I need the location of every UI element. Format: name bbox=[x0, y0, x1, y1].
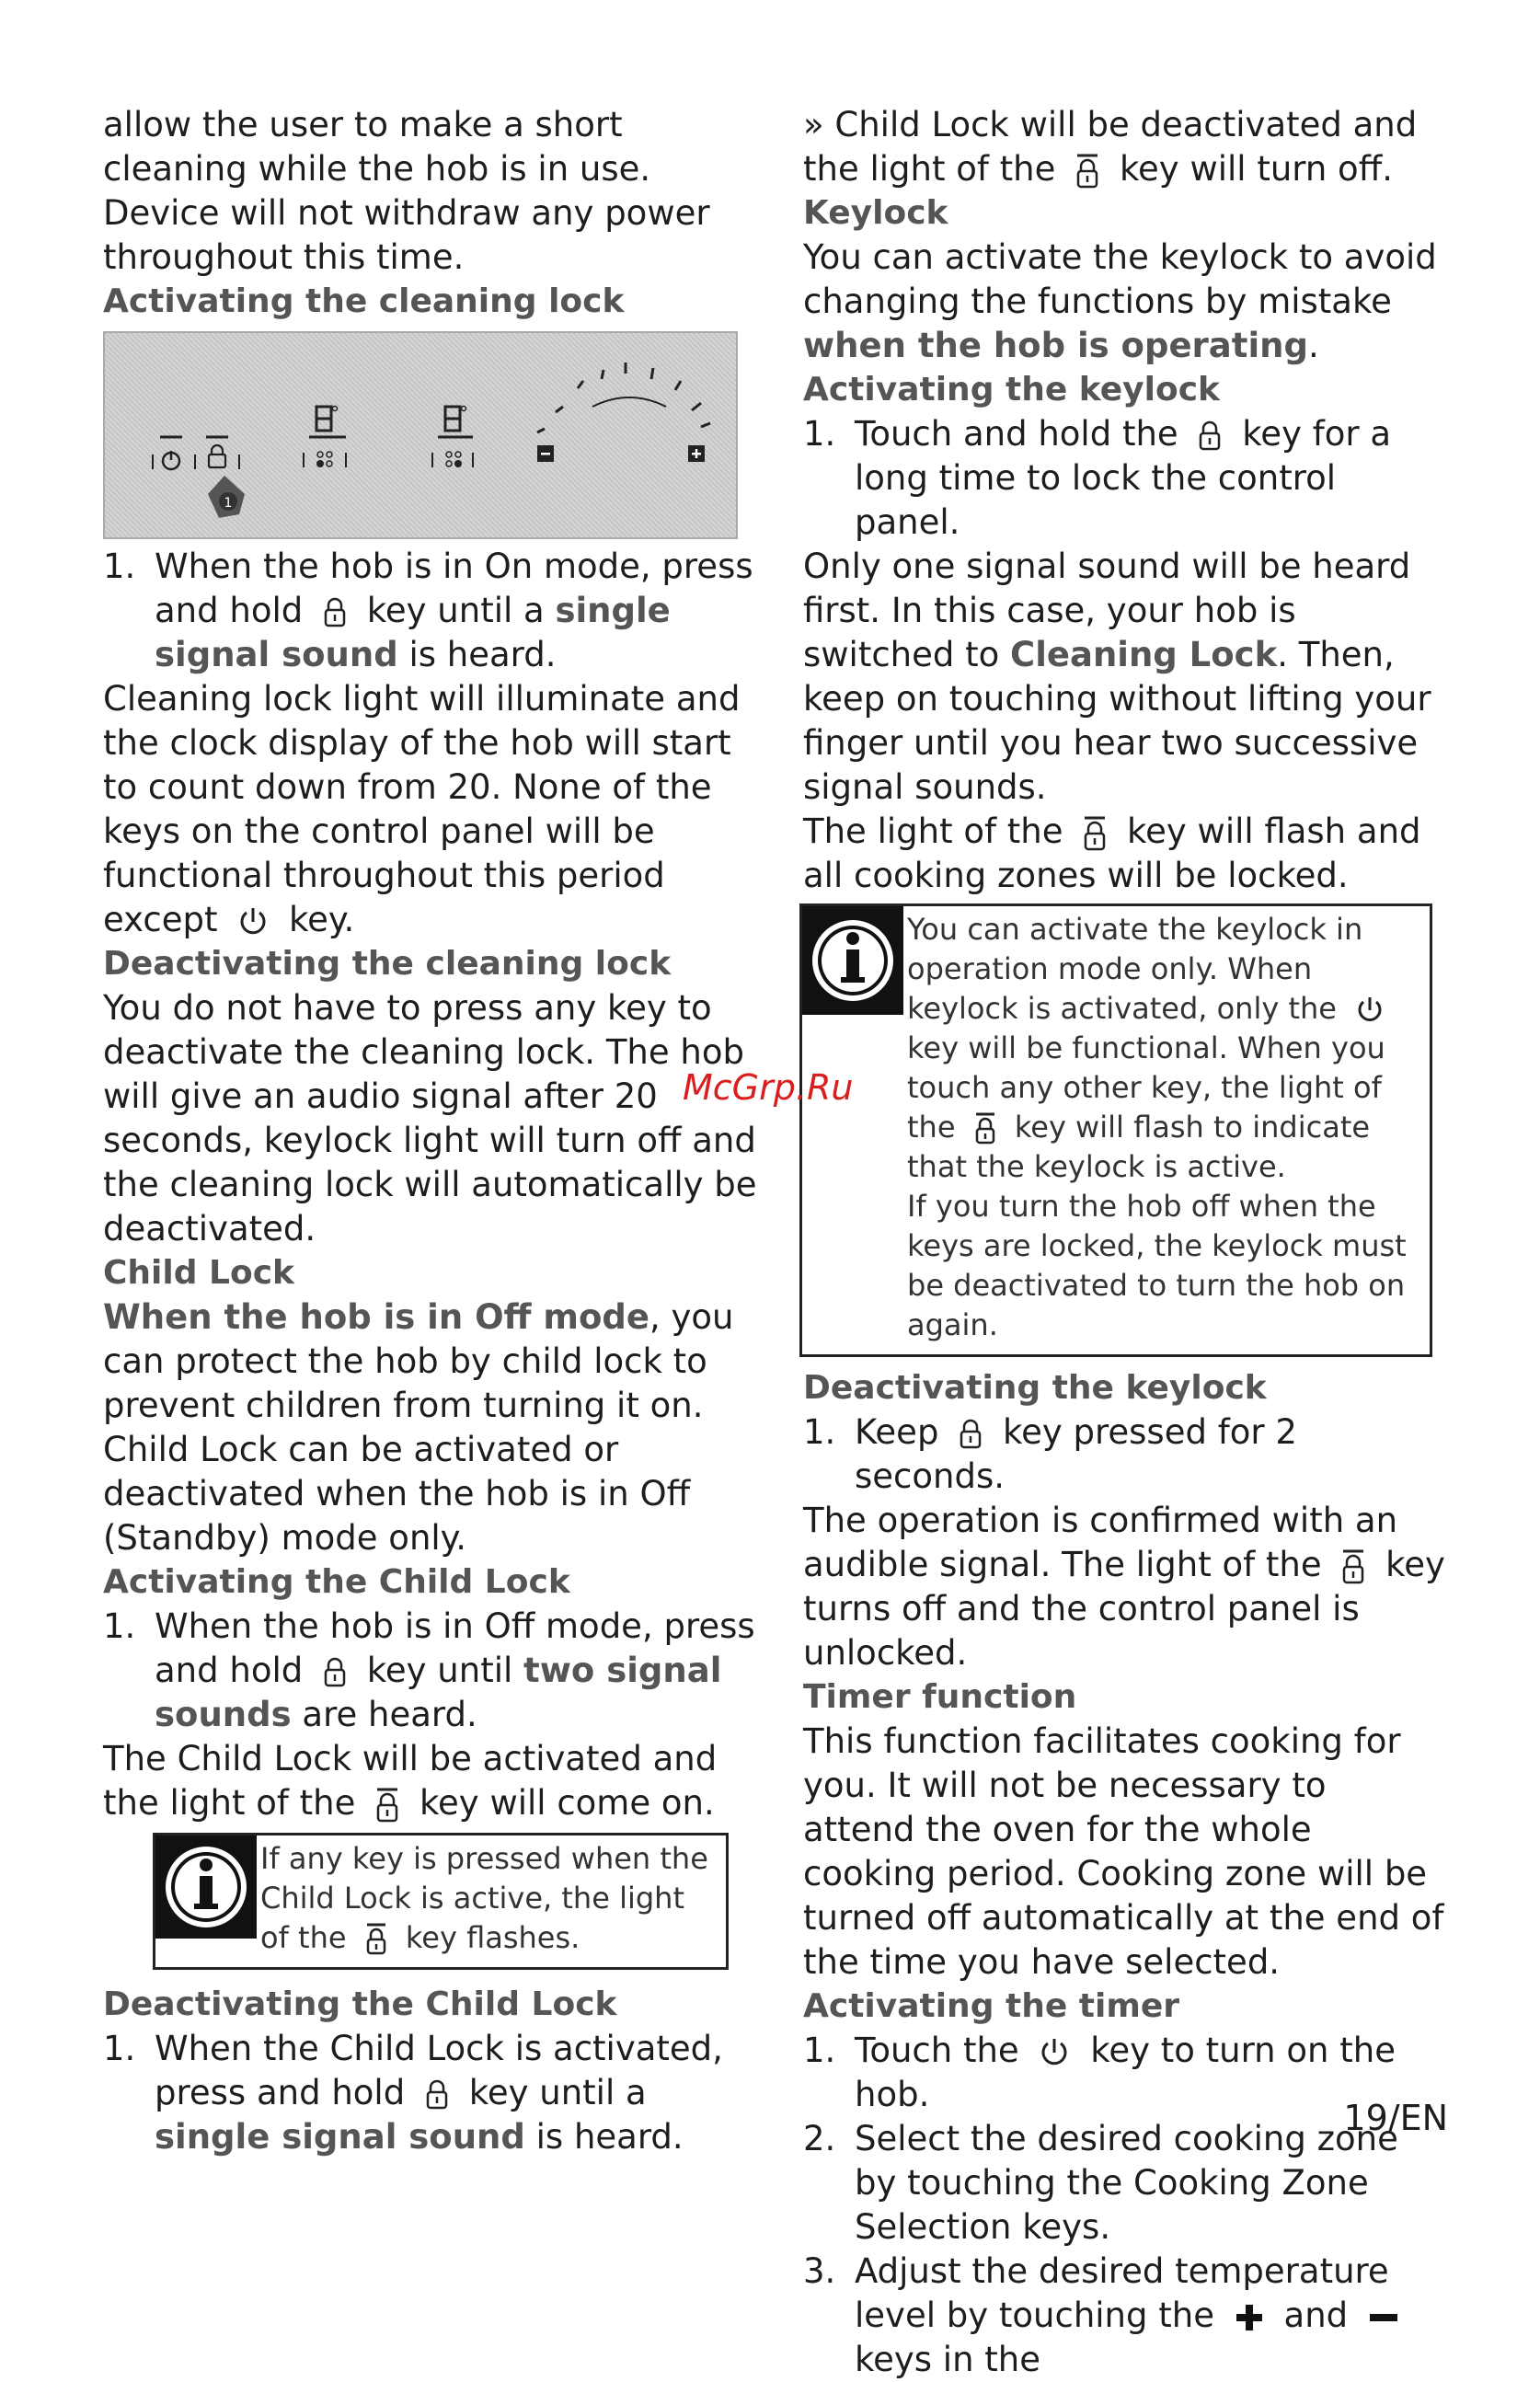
lock-icon bbox=[425, 2079, 449, 2111]
child-lock-continued: » Child Lock will be deactivated and the light of the key will turn off. bbox=[803, 105, 1418, 189]
keylock-steps bbox=[803, 412, 1447, 545]
lock-icon bbox=[375, 1787, 399, 1824]
child-lock-paragraph: When the hob is in Off mode, you can protect the hob by child lock to prevent children from turning it on. Child Lock can be activated or deactivated when the hob is in Off (Standby) mode only. bbox=[103, 1297, 734, 1558]
info-box-keylock: You can activate the keylock in operation mode only. When keylock is activated, only the key will be functional. When you touch any other key, the light of the key will flash to indicate that the keylock is active. If you turn the hob off when the keys are locked, the keylock must be deactivated to turn the hob on again. bbox=[799, 903, 1432, 1357]
left-column bbox=[103, 103, 765, 2159]
list-item: 1. Touch the key to turn on the hob. bbox=[803, 2031, 1396, 2114]
heading-child-lock: Child Lock bbox=[103, 1254, 294, 1292]
info-icon bbox=[155, 1835, 257, 1949]
heading-activate-child-lock: Activating the Child Lock bbox=[103, 1563, 570, 1601]
keylock-paragraph: You can activate the keylock to avoid changing the functions by mistake when the hob is operating. bbox=[803, 237, 1437, 365]
power-icon bbox=[153, 437, 182, 469]
control-panel-diagram bbox=[103, 331, 738, 539]
list-item: 1. When the hob is in On mode, press and hold key until a single signal sound is heard. bbox=[103, 547, 753, 674]
heading-activate-timer: Activating the timer bbox=[803, 1987, 1180, 2025]
power-icon bbox=[1039, 2036, 1070, 2069]
list-item: 1. When the hob is in Off mode, press and hold key until two signal sounds are heard. bbox=[103, 1606, 755, 1734]
keylock-flash-paragraph: The light of the key will flash and all cooking zones will be locked. bbox=[803, 811, 1421, 895]
heading-activate-keylock: Activating the keylock bbox=[803, 371, 1220, 409]
lock-icon bbox=[959, 1419, 983, 1450]
list-item: 1. Touch and hold the key for a long time to lock the control panel. bbox=[803, 414, 1392, 542]
lock-icon bbox=[974, 1111, 996, 1146]
deactivate-cleaning-paragraph: You do not have to press any key to deactivate the cleaning lock. The hob will give an audio signal after 20 seconds, keylock light will turn off and the cleaning lock will automatically be deactivated. bbox=[103, 988, 757, 1249]
deactivate-keylock-steps bbox=[803, 1410, 1447, 1499]
lock-icon bbox=[1198, 420, 1222, 452]
info-icon bbox=[802, 906, 903, 1025]
lock-icon bbox=[323, 597, 347, 628]
deactivate-keylock-paragraph: The operation is confirmed with an audible signal. The light of the key turns off and the control panel is unlocked. bbox=[803, 1501, 1445, 1673]
plus-icon bbox=[1235, 2303, 1264, 2332]
heading-activate-cleaning-lock: Activating the cleaning lock bbox=[103, 282, 625, 320]
watermark: McGrp.Ru bbox=[683, 1067, 854, 1108]
keylock-signal-paragraph: Only one signal sound will be heard first. In this case, your hob is switched to Cleaning Lock. Then, keep on touching without lifting your finger until you hear two successive signal sounds. bbox=[803, 547, 1431, 807]
power-icon bbox=[237, 905, 269, 938]
hand-number: 1 bbox=[224, 496, 233, 511]
lock-icon bbox=[323, 1657, 347, 1688]
hand-pointer-icon bbox=[208, 476, 245, 518]
child-lock-steps bbox=[103, 1605, 765, 1737]
heading-timer-function: Timer function bbox=[803, 1678, 1077, 1716]
info-box-child-lock: If any key is pressed when the Child Lock is active, the light of the key flashes. bbox=[153, 1833, 729, 1970]
cleaning-lock-steps bbox=[103, 545, 765, 677]
zone-display-right bbox=[432, 407, 473, 468]
timer-steps bbox=[803, 2029, 1447, 2382]
heading-deactivate-child-lock: Deactivating the Child Lock bbox=[103, 1985, 617, 2023]
list-item: 1. When the Child Lock is activated, press and hold key until a single signal sound is heard. bbox=[103, 2029, 723, 2157]
heading-deactivate-cleaning-lock: Deactivating the cleaning lock bbox=[103, 945, 672, 983]
lock-icon bbox=[365, 1922, 387, 1957]
lock-icon bbox=[1075, 153, 1099, 190]
power-level-slider bbox=[537, 362, 710, 432]
heading-keylock: Keylock bbox=[803, 194, 948, 232]
page-number: 19/EN bbox=[1343, 2098, 1448, 2138]
zone-display-left bbox=[304, 407, 346, 468]
child-lock-result: The Child Lock will be activated and the light of the key will come on. bbox=[103, 1739, 718, 1823]
list-item: 2. Select the desired cooking zone by touching the Cooking Zone Selection keys. bbox=[803, 2119, 1398, 2247]
lock-icon bbox=[1083, 815, 1107, 852]
timer-paragraph: This function facilitates cooking for you. It will not be necessary to attend the oven for the whole cooking period. Cooking zone will be turned off automatically at the end of the time you have selected. bbox=[803, 1721, 1444, 1982]
minus-icon bbox=[1368, 2303, 1399, 2332]
intro-paragraph: allow the user to make a short cleaning while the hob is in use. Device will not withdraw any power throughout this time. bbox=[103, 105, 710, 277]
list-item: 3. Adjust the desired temperature level by touching the and keys in the bbox=[803, 2250, 1447, 2382]
list-item: 1. Keep key pressed for 2 seconds. bbox=[803, 1412, 1297, 1496]
cleaning-lock-paragraph: Cleaning lock light will illuminate and the clock display of the hob will start to count down from 20. None of the keys on the control panel will be functional throughout this period except key. bbox=[103, 679, 741, 939]
lock-icon bbox=[195, 437, 239, 469]
heading-deactivate-keylock: Deactivating the keylock bbox=[803, 1369, 1267, 1407]
deactivate-child-steps bbox=[103, 2027, 765, 2159]
lock-icon bbox=[1341, 1548, 1365, 1585]
control-panel-illustration bbox=[105, 333, 736, 537]
right-column bbox=[803, 103, 1447, 2382]
power-icon bbox=[1355, 995, 1385, 1026]
